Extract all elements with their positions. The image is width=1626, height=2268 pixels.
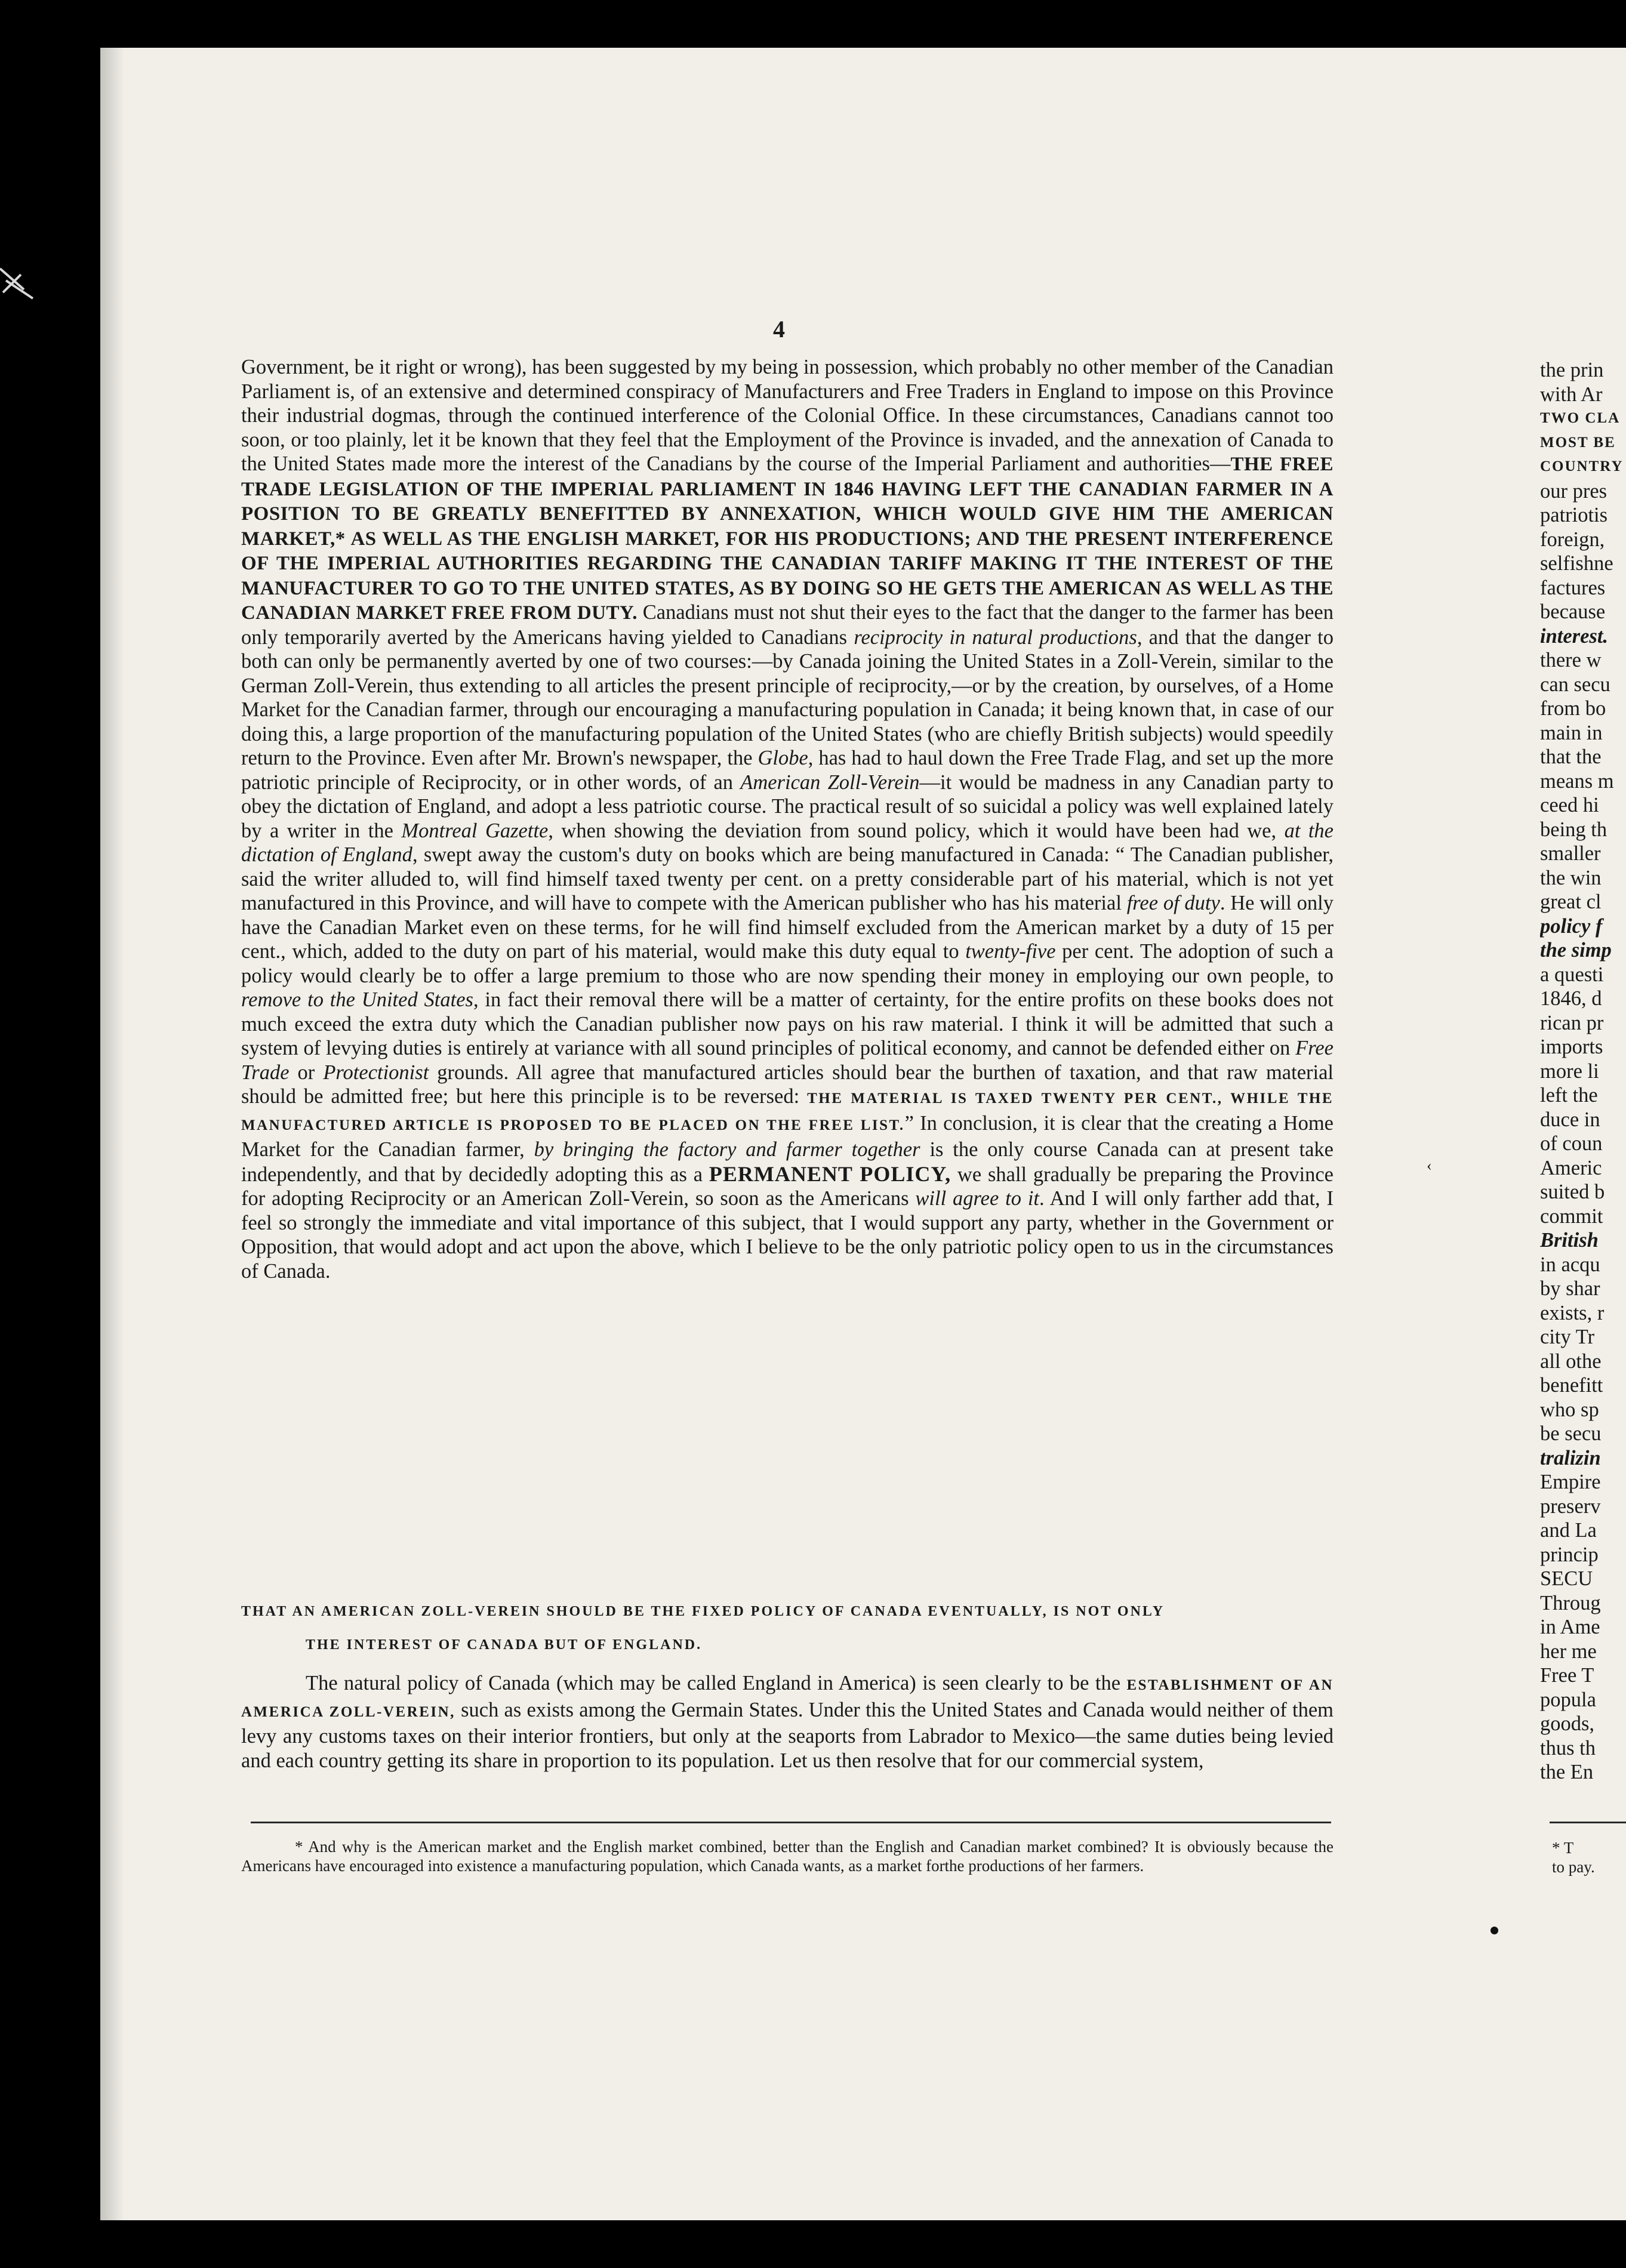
adjacent-page-line: all othe [1540, 1349, 1602, 1373]
small-caps-quote: THE MATERIAL IS TAXED TWENTY PER CENT., WHILE THE MANUFACTURED ARTICLE IS PROPOSED TO BE PLACED ON THE FREE LIST. [241, 1090, 1334, 1133]
italic-run: free of duty [1126, 892, 1220, 914]
adjacent-page-line: Americ [1540, 1156, 1602, 1179]
adjacent-footnote [1552, 1838, 1626, 1876]
text-run: , and that the danger to both can only be permanently averted by one of two courses:—by Canada joining the United States in a Zoll-Verein, similar to the German Zoll-Verein, thus extending to all articles the present principle of reciprocity,—or by the creation, by ourselves, of a Home Market for the Canadian farmer, through our encouraging a manufacturing population in Canada; it being known that, in case of our doing this, a large proportion of the manufacturing population of the United States (who are chiefly British subjects) would speedily return to the Province. Even after Mr. Brown's newspaper, the [241, 625, 1334, 769]
scan-artifact-mark [0, 257, 36, 304]
adjacent-page-line: there w [1540, 649, 1602, 671]
adjacent-page-line: interest. [1540, 624, 1609, 648]
adjacent-page-line: duce in [1540, 1108, 1600, 1131]
adjacent-page-line: city Tr [1540, 1326, 1595, 1348]
adjacent-page-line: SECU [1540, 1567, 1593, 1590]
text-run: Government, be it right or wrong), has been suggested by my being in possession, which probably no other member of the Canadian Parliament is, of an extensive and determined conspiracy of Manufacturers and Free Traders in England to impose on this Province their industrial dogmas, through the continued interference of the Colonial Office. In these circumstances, Canadians cannot too soon, or too plainly, let it be known that they feel that the Employment of the Province is invaded, and the annexation of Canada to the United States made more the interest of the Canadians by the course of the Imperial Parliament and authorities— [241, 356, 1334, 475]
permanent-policy-emphasis: PERMANENT POLICY, [709, 1161, 951, 1186]
text-run: , when showing the deviation from sound policy, which it would have been had we, [548, 819, 1285, 842]
adjacent-page-line: Free T [1540, 1664, 1594, 1687]
adjacent-page-line: because [1540, 600, 1606, 623]
footnote-divider [251, 1822, 1331, 1823]
italic-run: will agree to it [915, 1187, 1039, 1210]
adjacent-page-line: can secu [1540, 673, 1610, 696]
ink-dot [1490, 1927, 1498, 1934]
adjacent-footnote-line: to pay. [1552, 1858, 1595, 1876]
adjacent-page-line: great cl [1540, 890, 1602, 913]
adjacent-page-line: suited b [1540, 1181, 1605, 1203]
page-edge-shadow [100, 48, 124, 2220]
adjacent-page-line: thus th [1540, 1736, 1596, 1759]
adjacent-page-line: of coun [1540, 1132, 1603, 1155]
adjacent-page-line: left the [1540, 1084, 1598, 1107]
small-caps-run: ESTABLISHMENT OF AN AMERICA ZOLL-VEREIN, [241, 1677, 1334, 1720]
adjacent-page-line: her me [1540, 1640, 1597, 1663]
body-paragraph [241, 1671, 1334, 1773]
adjacent-page-line: factures [1540, 576, 1606, 599]
adjacent-page-line: the simp [1540, 939, 1612, 962]
italic-run: by bringing the factory and farmer together [534, 1138, 920, 1161]
italic-run: Protectionist [323, 1061, 429, 1084]
text-run: per cent. The adoption of such a policy would clearly be to offer a large premium to those who are now spending their money in employing our own people, to [241, 940, 1334, 987]
adjacent-footnote-line: * T [1552, 1839, 1574, 1857]
text-run: The natural policy of Canada (which may be called England in America) is seen clearly to be the [306, 1672, 1127, 1694]
adjacent-page-line: means m [1540, 769, 1614, 793]
adjacent-page-line: TWO CLA [1540, 410, 1621, 426]
emphasized-caps-passage: THE FREE TRADE LEGISLATION OF THE IMPERIAL PARLIAMENT IN 1846 HAVING LEFT THE CANADIAN FARMER IN A POSITION TO BE GREATLY BENEFITTED BY ANNEXATION, WHICH WOULD GIVE HIM THE AMERICAN MARKET,* AS WELL AS THE ENGLISH MARKET, FOR HIS PRODUCTIONS; AND THE PRESENT INTERFERENCE OF THE IMPERIAL AUTHORITIES REGARDING THE CANADIAN TARIFF MAKING IT THE INTEREST OF THE MANUFACTURER TO GO TO THE UNITED STATES, AS BY DOING SO HE GETS THE AMERICAN AS WELL AS THE CANADIAN MARKET FREE FROM DUTY. [241, 454, 1334, 624]
adjacent-page-line: preserv [1540, 1494, 1601, 1518]
gutter-mark: ‹ [1427, 1157, 1432, 1174]
italic-run: Globe [757, 747, 808, 769]
text-run: we shall gradually be preparing the Province for adopting Reciprocity or an American Zoll-Verein, so soon as the Americans [241, 1163, 1334, 1210]
italic-run: American Zoll-Verein [740, 771, 920, 794]
adjacent-page-line: popula [1540, 1688, 1596, 1711]
adjacent-page-line: tralizin [1540, 1446, 1601, 1469]
adjacent-page-line: COUNTRY [1540, 458, 1624, 474]
text-run: ” In conclusion, it is clear that the creating a Home Market for the Canadian farmer, [241, 1111, 1334, 1161]
adjacent-page-line: exists, r [1540, 1301, 1605, 1324]
adjacent-page-line: imports [1540, 1036, 1603, 1058]
text-run: , swept away the custom's duty on books which are being manufactured in Canada: “ The Canadian publisher, said the writer alluded to, will find himself taxed twenty per cent. on a pretty considerable part of his material, which is not yet manufactured in this Province, and will have to compete with the American publisher who has his material [241, 843, 1334, 914]
adjacent-page-line: MOST BE [1540, 434, 1616, 451]
adjacent-page-line: commit [1540, 1204, 1603, 1228]
adjacent-page-line: by shar [1540, 1277, 1600, 1300]
adjacent-footnote-divider [1550, 1822, 1626, 1823]
section-heading [241, 1595, 1334, 1662]
italic-run: remove to the United States [241, 988, 473, 1011]
adjacent-page-line: with Ar [1540, 383, 1603, 406]
adjacent-page-line: in acqu [1540, 1253, 1600, 1276]
adjacent-page-line: policy f [1540, 914, 1603, 938]
text-run: . He will only have the Canadian Market even on these terms, for he will find himself excluded from the American market by a duty of 15 per cent., which, added to the duty on part of his material, would make this duty equal to [241, 892, 1334, 963]
adjacent-page-line: more li [1540, 1059, 1599, 1083]
text-run: —it would be madness in any Canadian party to obey the dictation of England, and adopt a less patriotic course. The practical result of so suicidal a policy was well explained lately by a writer in the [241, 771, 1334, 842]
adjacent-page-line: the win [1540, 866, 1602, 889]
text-run: , has had to haul down the Free Trade Flag, and set up the more patriotic principle of Reciprocity, or in other words, of an [241, 747, 1334, 794]
adjacent-page-line: British [1540, 1229, 1599, 1252]
adjacent-page-line: from bo [1540, 697, 1606, 720]
body-paragraph [241, 355, 1334, 1283]
adjacent-page-line: who sp [1540, 1398, 1599, 1421]
text-run: Canadians must not shut their eyes to the fact that the danger to the farmer has been only temporarily averted by the Americans having yielded to Canadians [241, 601, 1334, 649]
italic-run: Free Trade [241, 1037, 1334, 1084]
adjacent-page-line: patriotis [1540, 504, 1608, 526]
text-run: is the only course Canada can at present take independently, and that by decidedly adopting this as a [241, 1138, 1334, 1186]
italic-run: twenty-five [965, 940, 1056, 963]
adjacent-page-line: selfishne [1540, 552, 1613, 575]
text-run: such as exists among the Germain States. Under this the United States and Canada would neither of them levy any customs taxes on their interior frontiers, but only at the seaports from Labrador to Mexico—the same duties being levied and each country getting its share in proportion to its population. Let us then resolve that for our commercial system, [241, 1698, 1334, 1772]
adjacent-page-line: 1846, d [1540, 987, 1602, 1010]
footnote-text: * And why is the American market and the English market combined, better than the English and Canadian market combined? It is obviously because the Americans have encouraged into existence a manufacturing population, which Canada wants, as a market forthe productions of her farmers. [241, 1838, 1334, 1875]
italic-run: at the dictation of England [241, 819, 1334, 866]
text-run: or [289, 1061, 324, 1084]
section-body [241, 1671, 1334, 1773]
text-run: , in fact their removal there will be a matter of certainty, for the entire profits on these books does not much exceed the extra duty which the Canadian publisher now pays on his raw material. I think it will be admitted that such a system of levying duties is entirely at variance with all sound principles of political economy, and cannot be defended either on [241, 988, 1334, 1059]
adjacent-page-line: ceed hi [1540, 794, 1599, 816]
adjacent-page-line: Throug [1540, 1591, 1601, 1614]
adjacent-page-line: smaller [1540, 842, 1601, 865]
adjacent-page-line: princip [1540, 1543, 1599, 1566]
text-run: grounds. All agree that manufactured articles should bear the burthen of taxation, and that raw material should be admitted free; but here this principle is to be reversed: [241, 1061, 1334, 1108]
adjacent-page-line: benefitt [1540, 1374, 1603, 1397]
adjacent-page-line: main in [1540, 721, 1603, 744]
section-heading-line: THE INTEREST OF CANADA BUT OF ENGLAND. [306, 1637, 703, 1653]
adjacent-page-line: Empire [1540, 1471, 1601, 1493]
text-run: . And I will only farther add that, I feel so strongly the immediate and vital importance of this subject, that I would support any party, whether in the Government or Opposition, that would adopt and act upon the above, which I believe to be the only patriotic policy open to us in the circumstances of Canada. [241, 1187, 1334, 1283]
italic-run: Montreal Gazette [401, 819, 549, 842]
adjacent-page-line: a questi [1540, 963, 1604, 986]
italic-run: reciprocity in natural productions [854, 625, 1137, 649]
page-number: 4 [773, 316, 785, 343]
adjacent-page-line: and La [1540, 1519, 1597, 1542]
adjacent-page-line: that the [1540, 745, 1602, 768]
adjacent-page-line: goods, [1540, 1712, 1595, 1735]
adjacent-page-line: the En [1540, 1761, 1594, 1783]
adjacent-page-line: being th [1540, 818, 1607, 841]
adjacent-page-column [1540, 358, 1626, 1785]
footnote [241, 1837, 1334, 1875]
adjacent-page-line: in Ame [1540, 1616, 1600, 1638]
adjacent-page-line: the prin [1540, 359, 1604, 381]
adjacent-page-line: rican pr [1540, 1011, 1604, 1034]
adjacent-page-line: be secu [1540, 1422, 1602, 1445]
adjacent-page-line: foreign, [1540, 528, 1605, 551]
adjacent-page-line: our pres [1540, 479, 1607, 503]
section-heading-line: THAT AN AMERICAN ZOLL-VEREIN SHOULD BE THE FIXED POLICY OF CANADA EVENTUALLY, IS NOT ONLY [241, 1604, 1165, 1619]
main-text-column [241, 355, 1334, 1283]
